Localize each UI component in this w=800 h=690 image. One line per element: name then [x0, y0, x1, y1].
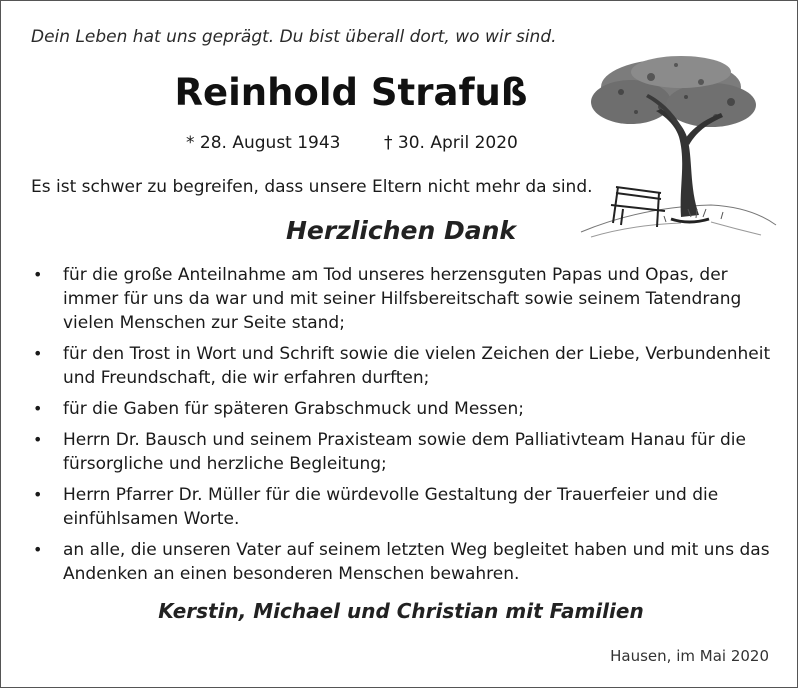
list-item	[1, 342, 800, 390]
place-date: Hausen, im Mai 2020	[610, 647, 769, 665]
bullet-icon: •	[33, 540, 43, 559]
bullet-icon: •	[33, 399, 43, 418]
list-item	[1, 263, 800, 335]
bullet-icon: •	[33, 485, 43, 504]
list-item	[1, 397, 800, 421]
thanks-heading: Herzlichen Dank	[285, 216, 517, 245]
list-item-text: für die große Anteilnahme am Tod unseres herzensguten Papas und Opas, der immer für uns da war und mit seiner Hilfsbereitschaft sowie seinem Tatendrang vielen Menschen zur Seite stand;	[63, 265, 742, 333]
bullet-icon: •	[33, 265, 43, 284]
list-item-text: an alle, die unseren Vater auf seinem letzten Weg begleitet haben und mit uns das Andenken an einen besonderen Menschen bewahren.	[63, 540, 770, 584]
list-item	[1, 483, 800, 531]
thanks-list	[1, 263, 800, 593]
motto: Dein Leben hat uns geprägt. Du bist überall dort, wo wir sind.	[31, 27, 557, 47]
list-item-text: Herrn Dr. Bausch und seinem Praxisteam sowie dem Palliativteam Hanau für die fürsorgliche und herzliche Begleitung;	[63, 430, 746, 474]
birth-date: * 28. August 1943	[186, 133, 341, 153]
tree-bench-illustration	[561, 47, 781, 247]
list-item	[1, 428, 800, 476]
list-item-text: für die Gaben für späteren Grabschmuck und Messen;	[63, 399, 524, 419]
list-item-text: Herrn Pfarrer Dr. Müller für die würdevolle Gestaltung der Trauerfeier und die einfühlsamen Worte.	[63, 485, 719, 529]
list-item-text: für den Trost in Wort und Schrift sowie die vielen Zeichen der Liebe, Verbundenheit und Freundschaft, die wir erfahren durften;	[63, 344, 771, 388]
deceased-name: Reinhold Strafuß	[174, 71, 528, 114]
list-item	[1, 538, 800, 586]
signature: Kerstin, Michael und Christian mit Familien	[158, 599, 644, 623]
intro-text: Es ist schwer zu begreifen, dass unsere Eltern nicht mehr da sind.	[31, 177, 593, 197]
bullet-icon: •	[33, 344, 43, 363]
death-date: † 30. April 2020	[384, 133, 518, 153]
bullet-icon: •	[33, 430, 43, 449]
